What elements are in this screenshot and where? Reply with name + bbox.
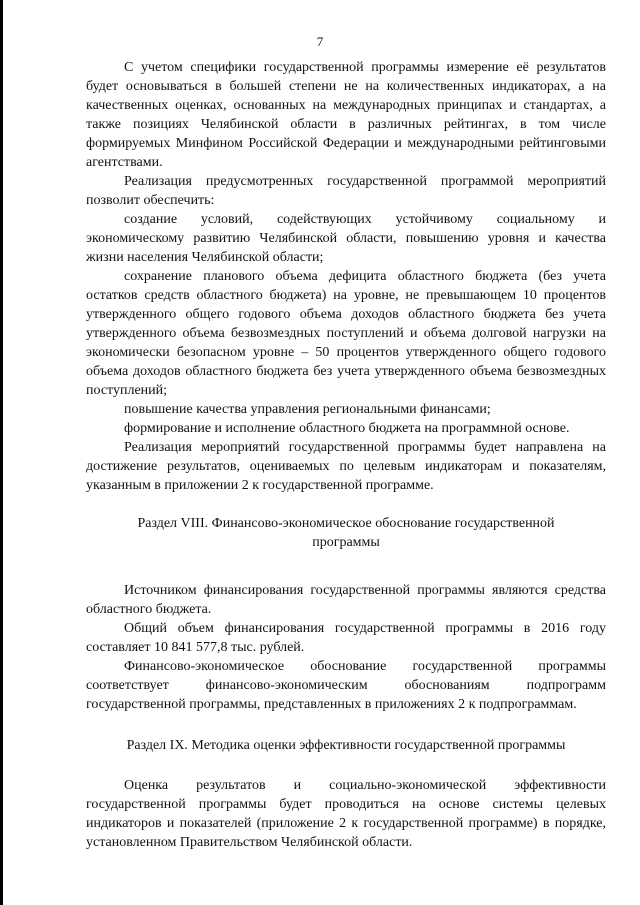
paragraph: Реализация предусмотренных государственной программой мероприятий позволит обеспечить: bbox=[86, 174, 606, 208]
page-number: 7 bbox=[316, 34, 324, 49]
paragraph: Финансово-экономическое обоснование государственной программы соответствует финансово-экономическим обоснованиям подпрограмм государственной программы, представленных в приложениях 2 к подпрограммам. bbox=[86, 659, 606, 712]
section-heading-viii bbox=[86, 514, 606, 552]
list-item: сохранение планового объема дефицита областного бюджета (без учета остатков средств областного бюджета) на уровне, не превышающем 10 процентов утвержденного общего годового объема доходов областного бюджета без учета утвержденного объема безвозмездных поступлений и объема долговой нагрузки на экономически безопасном уровне – 50 процентов утвержденного общего годового объема доходов областного бюджета без учета утвержденного объема безвозмездных поступлений; bbox=[86, 269, 606, 398]
document-body bbox=[86, 58, 606, 852]
paragraph: Оценка результатов и социально-экономической эффективности государственной программы будет проводиться на основе системы целевых индикаторов и показателей (приложение 2 к государственной программе) в порядке, установленном Правительством Челябинской области. bbox=[86, 778, 606, 850]
paragraph: Общий объем финансирования государственной программы в 2016 году составляет 10 841 577,8 тыс. рублей. bbox=[86, 621, 606, 655]
paragraph: С учетом специфики государственной программы измерение её результатов будет основываться в большей степени не на количественных индикаторах, а на качественных оценках, основанных на международных принципах и стандартах, а также позициях Челябинской области в различных рейтингах, в том числе формируемых Минфином Российской Федерации и международными рейтинговыми агентствами. bbox=[86, 60, 606, 170]
list-item: повышение качества управления региональными финансами; bbox=[124, 402, 491, 417]
scan-left-edge bbox=[0, 0, 3, 905]
section-heading-line: программы bbox=[312, 535, 380, 550]
section-heading-line: Раздел VIII. Финансово-экономическое обоснование государственной bbox=[137, 516, 555, 531]
list-item: создание условий, содействующих устойчивому социальному и экономическому развитию Челябинской области, повышению уровня и качества жизни населения Челябинской области; bbox=[86, 212, 606, 265]
paragraph: Реализация мероприятий государственной программы будет направлена на достижение результатов, оцениваемых по целевым индикаторам и показателям, указанным в приложении 2 к государственной программе. bbox=[86, 440, 606, 493]
list-item: формирование и исполнение областного бюджета на программной основе. bbox=[124, 421, 570, 436]
paragraph: Источником финансирования государственной программы являются средства областного бюджета. bbox=[86, 583, 606, 617]
section-heading-ix: Раздел IX. Методика оценки эффективности государственной программы bbox=[126, 738, 566, 753]
